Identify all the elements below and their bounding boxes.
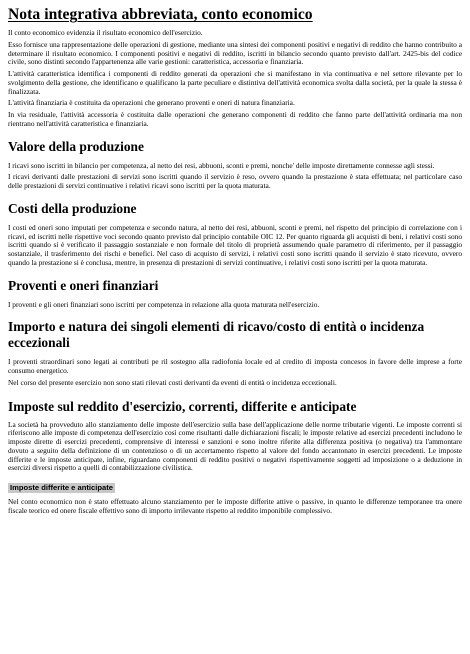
- subheading-wrapper: [8, 476, 462, 498]
- intro-paragraph: L'attività finanziaria è costituita da operazioni che generano proventi e oneri di natura finanziaria.: [8, 98, 295, 108]
- section-costi-produzione: [8, 201, 462, 268]
- intro-section: [8, 29, 462, 129]
- section-heading: Costi della produzione: [8, 200, 137, 216]
- section-paragraph: I costi ed oneri sono imputati per competenza e secondo natura, al netto dei resi, abbuoni, sconti e premi, nel rispetto del principio di correlazione con i ricavi, ed iscritti nelle rispettive voci secondo quanto previsto dal principio contabile OIC 12. Per quanto riguarda gli acquisti di beni, i relativi costi sono iscritti quando si è verificato il passaggio sostanziale e non formale del titolo di proprietà assumendo quale parametro di riferimento, per il passaggio sostanziale, il trasferimento dei rischi e benefici. Nel caso di acquisto di servizi, i relativi costi sono iscritti quando il servizio è stato ricevuto, ovvero quando la prestazione si è conclusa, mentre, in presenza di prestazioni di servizi continuative, i relativi costi sono iscritti per la quota maturata.: [8, 222, 462, 267]
- section-proventi-oneri: [8, 278, 462, 310]
- section-heading: Valore della produzione: [8, 138, 144, 154]
- section-heading: Imposte sul reddito d'esercizio, correnti, differite e anticipate: [8, 398, 357, 414]
- section-paragraph: I ricavi derivanti dalle prestazioni di servizi sono iscritti quando il servizio è reso, ovvero quando la prestazione è stata effettuata; nel particolare caso delle prestazioni di servizi continuative i relativi ricavi sono iscritti per la quota maturata.: [8, 172, 462, 190]
- section-paragraph: I proventi e gli oneri finanziari sono iscritti per competenza in relazione alla quota maturata nell'esercizio.: [8, 299, 320, 309]
- section-imposte-reddito: [8, 399, 462, 516]
- intro-paragraph: L'attività caratteristica identifica i componenti di reddito generati da operazioni che si manifestano in via continuativa e nel settore rilevante per lo svolgimento della gestione, che identificano e qualificano la parte peculiare e distintiva dell'attività economica svolta dalla società, per la quale la stessa è finalizzata.: [8, 69, 462, 96]
- section-paragraph: La società ha provveduto allo stanziamento delle imposte dell'esercizio sulla base dell'applicazione delle norme tributarie vigenti. Le imposte correnti si riferiscono alle imposte di competenza dell'esercizio così come risultanti dalle dichiarazioni fiscali; le imposte relative ad esercizi precedenti includono le imposte dirette di esercizi precedenti, comprensive di interessi e sanzioni e sono inoltre riferite alla differenza positiva (o negativa) tra l'ammontare dovuto a seguito della definizione di un contenzioso o di un accertamento rispetto al valore del fondo accantonato in esercizi precedenti. Le imposte differite e le imposte anticipate, infine, riguardano componenti di reddito positivi o negativi rispettivamente soggetti ad imposizione o a deduzione in esercizi diversi rispetto a quelli di contabilizzazione civilistica.: [8, 419, 462, 473]
- intro-paragraph: In via residuale, l'attività accessoria è costituita dalle operazioni che generano componenti di reddito che fanno parte dell'attività ordinaria ma non rientrano nell'attività caratteristica e finanziaria.: [8, 110, 462, 128]
- section-paragraph: I ricavi sono iscritti in bilancio per competenza, al netto dei resi, abbuoni, sconti e premi, nonche' delle imposte direttamente connesse agli stessi.: [8, 160, 435, 170]
- section-paragraph: Nel corso del presente esercizio non sono stati rilevati costi derivanti da eventi di entità o incidenza eccezionali.: [8, 377, 337, 387]
- section-heading: Importo e natura dei singoli elementi di ricavo/costo di entità o incidenza eccezionali: [8, 319, 425, 351]
- intro-paragraph: Il conto economico evidenzia il risultato economico dell'esercizio.: [8, 28, 203, 37]
- intro-paragraph: Esso fornisce una rappresentazione delle operazioni di gestione, mediante una sintesi dei componenti positivi e negativi di reddito che hanno contribuito a determinare il risultato economico. I componenti positivi e negativi di reddito, iscritti in bilancio secondo quanto previsto dall'art. 2425-bis del codice civile, sono distinti secondo l'appartenenza alle varie gestioni: caratteristica, accessoria e finanziaria.: [8, 39, 462, 67]
- section-paragraph: Nel conto economico non è stato effettuato alcuno stanziamento per le imposte differite attive o passive, in quanto le differenze temporanee tra onere fiscale teorico ed onere fiscale effettivo sono di importo irrilevante rispetto al reddito imponibile complessivo.: [8, 497, 462, 515]
- page-title: Nota integrativa abbreviata, conto economico: [8, 6, 313, 23]
- subheading-imposte-differite: Imposte differite e anticipate: [10, 483, 113, 492]
- section-paragraph: I proventi straordinari sono legati ai contributi pe ril sostegno alla radiofonia locale ed al credito di imposta concesos in favore delle imprese a forte consumo energetico.: [8, 357, 462, 375]
- section-valore-produzione: [8, 139, 462, 191]
- section-heading: Proventi e oneri finanziari: [8, 277, 159, 293]
- section-importo-natura: [8, 319, 462, 387]
